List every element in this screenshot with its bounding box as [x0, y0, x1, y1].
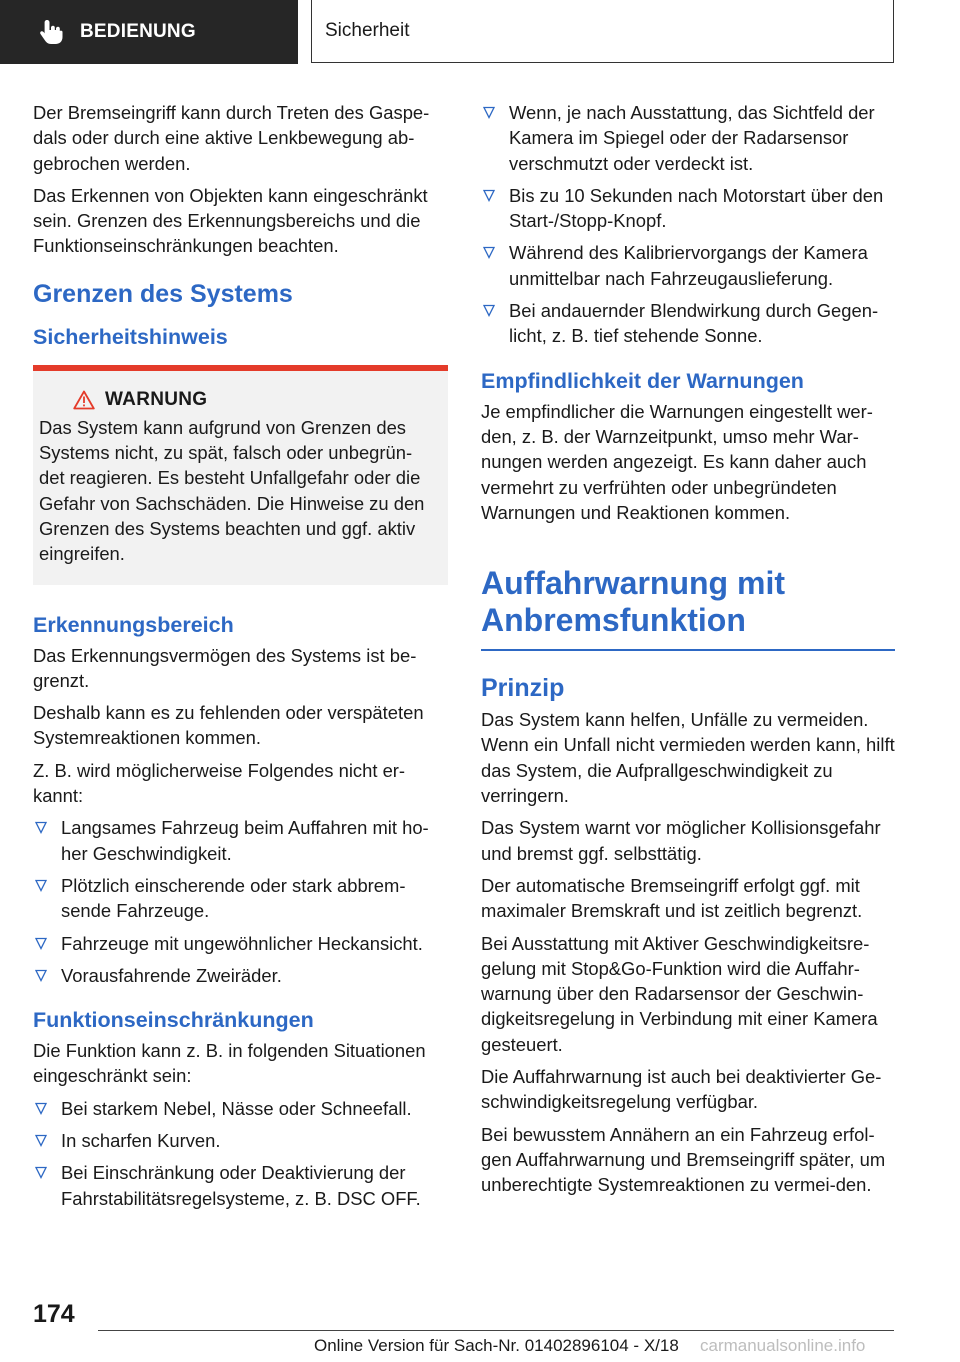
bullet-triangle-icon — [35, 879, 47, 892]
list-item: Fahrzeuge mit ungewöhnlicher Heckansicht. — [33, 931, 448, 956]
paragraph: Bei bewusstem Annähern an ein Fahrzeug erfol-gen Auffahrwarnung und Bremseingriff später, um unberechtigte Systemreaktionen zu vermei-den. — [481, 1123, 886, 1196]
bullet-triangle-icon — [483, 106, 495, 119]
warning-triangle-icon — [73, 390, 95, 410]
list-item: Langsames Fahrzeug beim Auffahren mit ho-her Geschwindigkeit. — [33, 815, 448, 866]
heading-erkennungsbereich: Erkennungsbereich — [33, 612, 234, 637]
paragraph: Z. B. wird möglicherweise Folgendes nicht er-kannt: — [33, 759, 406, 807]
left-column — [33, 100, 448, 1218]
paragraph: Das Erkennen von Objekten kann eingeschränkt sein. Grenzen des Erkennungsbereichs und die Funktionseinschränkungen beachten. — [33, 184, 428, 257]
paragraph: Bei Ausstattung mit Aktiver Geschwindigkeitsre-gelung mit Stop&Go-Funktion wird die Auffahr-warnung über den Radarsensor der Geschwin-digkeitsregelung in Verbindung mit einer Kamera gesteuert. — [481, 932, 878, 1055]
bullet-list — [481, 100, 895, 349]
bullet-list — [33, 815, 448, 988]
section-label: BEDIENUNG — [80, 21, 196, 42]
heading-sicherheitshinweis: Sicherheitshinweis — [33, 324, 228, 349]
chapter-tab — [311, 0, 894, 63]
paragraph: Deshalb kann es zu fehlenden oder verspäteten Systemreaktionen kommen. — [33, 702, 424, 749]
list-item: Vorausfahrende Zweiräder. — [33, 963, 448, 988]
paragraph: Der Bremseingriff kann durch Treten des Gaspe-dals oder durch eine aktive Lenkbewegung ab-gebrochen werden. — [33, 102, 430, 174]
watermark: carmanualsonline.info — [700, 1336, 866, 1355]
bullet-triangle-icon — [35, 1166, 47, 1179]
bullet-triangle-icon — [35, 969, 47, 982]
heading-grenzen: Grenzen des Systems — [33, 279, 293, 308]
list-item: Bis zu 10 Sekunden nach Motorstart über den Start-/Stopp-Knopf. — [481, 183, 895, 234]
hand-pointer-icon — [36, 17, 66, 47]
chapter-label: Sicherheit — [325, 20, 410, 41]
heading-auffahrwarnung: Auffahrwarnung mit Anbremsfunktion — [481, 565, 785, 639]
online-version-text: Online Version für Sach-Nr. 01402896104 - X/18 — [314, 1336, 679, 1355]
footer-rule — [98, 1330, 894, 1331]
heading-rule — [481, 649, 895, 651]
list-item: Während des Kalibriervorgangs der Kamera unmittelbar nach Fahrzeugauslieferung. — [481, 240, 895, 291]
heading-empfindlichkeit: Empfindlichkeit der Warnungen — [481, 368, 804, 393]
heading-funktionseinschraenkungen: Funktionseinschränkungen — [33, 1008, 314, 1033]
list-item: Wenn, je nach Ausstattung, das Sichtfeld der Kamera im Spiegel oder der Radarsensor verschmutzt oder verdeckt ist. — [481, 100, 895, 176]
warning-title — [73, 389, 436, 411]
page-number: 174 — [33, 1300, 75, 1328]
paragraph: Die Funktion kann z. B. in folgenden Situationen eingeschränkt sein: — [33, 1040, 426, 1087]
paragraph: Je empfindlicher die Warnungen eingestellt wer-den, z. B. der Warnzeitpunkt, umso mehr War-nungen werden angezeigt. Es kann daher auch vermehrt zu verfrühten oder unbegründeten Warnungen und Reaktionen kommen. — [481, 400, 873, 523]
list-item: Bei andauernder Blendwirkung durch Gegen-licht, z. B. tief stehende Sonne. — [481, 298, 895, 349]
list-item: Bei Einschränkung oder Deaktivierung der Fahrstabilitätsregelsysteme, z. B. DSC OFF. — [33, 1160, 448, 1211]
heading-prinzip: Prinzip — [481, 674, 565, 703]
bullet-triangle-icon — [35, 821, 47, 834]
bullet-triangle-icon — [483, 304, 495, 317]
warning-text: Das System kann aufgrund von Grenzen des Systems nicht, zu spät, falsch oder unbegrün-det reagieren. Es besteht Unfallgefahr oder die Gefahr von Sachschäden. Die Hinweise zu den Grenzen des Systems beachten und ggf. aktiv eingreifen. — [39, 416, 425, 565]
bullet-triangle-icon — [483, 246, 495, 259]
paragraph: Der automatische Bremseingriff erfolgt ggf. mit maximaler Bremskraft und ist zeitlich begrenzt. — [481, 874, 863, 922]
paragraph: Das Erkennungsvermögen des Systems ist be-grenzt. — [33, 644, 417, 691]
list-item: Plötzlich einscherende oder stark abbrem-sende Fahrzeuge. — [33, 873, 448, 924]
list-item: Bei starkem Nebel, Nässe oder Schneefall. — [33, 1096, 448, 1121]
bullet-triangle-icon — [35, 1134, 47, 1147]
right-column — [481, 100, 895, 1205]
paragraph: Die Auffahrwarnung ist auch bei deaktivierter Ge-schwindigkeitsregelung verfügbar. — [481, 1066, 882, 1113]
bullet-list — [33, 1096, 448, 1211]
warning-box — [33, 365, 448, 585]
list-item: In scharfen Kurven. — [33, 1128, 448, 1153]
bullet-triangle-icon — [35, 937, 47, 950]
paragraph: Das System warnt vor möglicher Kollisionsgefahr und bremst ggf. selbsttätig. — [481, 817, 881, 864]
section-tab — [0, 0, 298, 64]
warning-label: WARNUNG — [105, 388, 208, 410]
bullet-triangle-icon — [483, 189, 495, 202]
paragraph: Das System kann helfen, Unfälle zu vermeiden. Wenn ein Unfall nicht vermieden werden kann, hilft das System, die Aufprallgeschwindigkeit zu verringern. — [481, 709, 895, 807]
bullet-triangle-icon — [35, 1102, 47, 1115]
